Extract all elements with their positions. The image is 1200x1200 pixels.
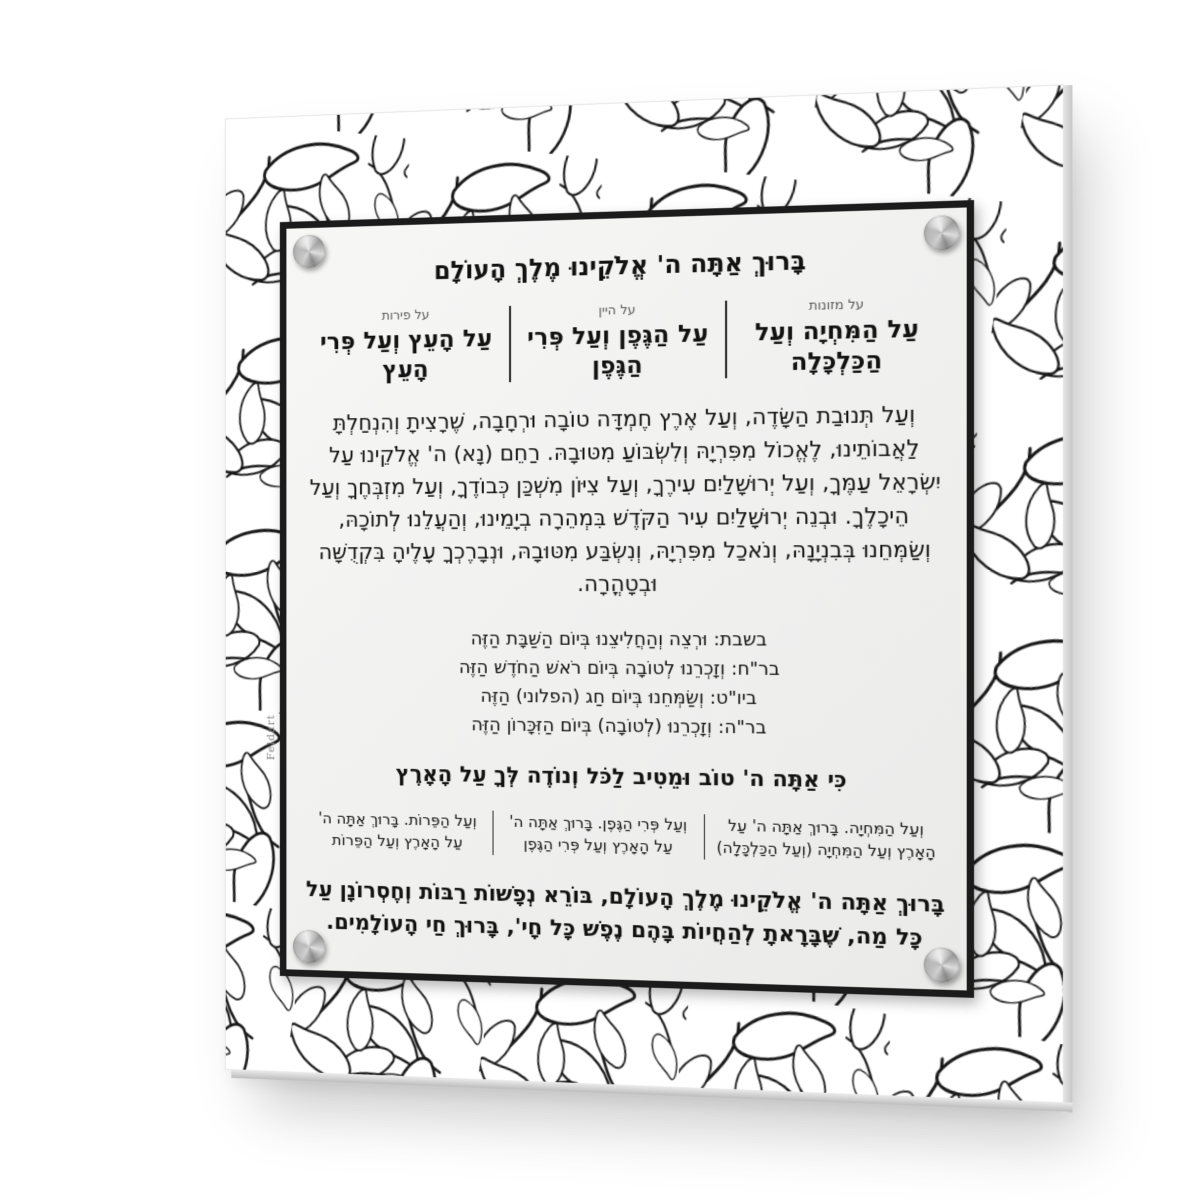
occasion-label: בר"ה: (717, 717, 767, 739)
opening-blessing: בָּרוּךְ אַתָּה ה' אֱלֹקֵינוּ מֶלֶךְ הָעוֹלָם (433, 246, 807, 286)
variant-fruit (303, 306, 511, 386)
acrylic-plaque (225, 84, 1064, 1103)
occasion-text: וּרְצֵה וְהַחֲלִיצֵנוּ בְּיוֹם הַשַּׁבָּת הַזֶּה (470, 628, 708, 650)
closing-mezonot: וְעַל הַמִּחְיָה. בָּרוּךְ אַתָּה ה' עַל הָאָרֶץ וְעַל הַמִּחְיָה (וְעַל הַכַּלְכָּלָה) (716, 816, 936, 862)
occasion-rosh-chodesh (303, 652, 948, 685)
variant-mezonot (727, 296, 948, 379)
variant-label: על פירות (381, 308, 430, 325)
variant-text: עַל הַגֶּפֶן וְעַל פְּרִי הַגֶּפֶן (527, 319, 709, 380)
occasion-text: וְזָכְרֵנוּ לְטוֹבָה בְּיוֹם רֹאשׁ הַחֹדֶשׁ הַזֶּה (458, 656, 726, 680)
closing-blessing: בָּרוּךְ אַתָּה ה' אֱלֹקֵינוּ מֶלֶךְ הָעוֹלָם, בּוֹרֵא נְפָשׁוֹת רַבּוֹת וְחֶסְרוֹנָן עַל כָּל מַה, שֶׁבָּרָאתָ לְהַחֲיוֹת בָּהֶם נֶפֶשׁ כָּל חָי', בָּרוּךְ חַי הָעוֹלָמִים. (305, 877, 945, 952)
occasion-shabbat (303, 624, 948, 655)
plaque-right-edge (1063, 85, 1073, 1113)
variant-text: עַל הַמִּחְיָה וְעַל הַכַּלְכָּלָה (754, 314, 919, 377)
occasion-text: וְשַׂמְּחֵנוּ בְּיוֹם חַג (הפלוני) הַזֶּה (480, 685, 704, 709)
variants-bottom-row (303, 807, 948, 864)
main-paragraph: וְעַל תְּנוּבַת הַשָּׂדֶה, וְעַל אֶרֶץ חֶמְדָּה טוֹבָה וּרְחָבָה, שֶׁרָצִיתָ וְהִנְחַלְתָּ לַאֲבוֹתֵינוּ, לֶאֱכוֹל מִפִּרְיָהּ וְלִשְׂבּוֹעַ מִטּוּבָהּ. רַחֵם (נָא) ה' אֱלֹקֵינוּ עַל יִשְׂרָאֵל עַמֶּךָ, וְעַל יְרוּשָׁלַיִם עִירֶךָ, וְעַל צִיּוֹן מִשְׁכַּן כְּבוֹדֶךָ, וְעַל מִזְבְּחֶךָ וְעַל הֵיכָלֶךָ. וּבְנֵה יְרוּשָׁלַיִם עִיר הַקֹּדֶשׁ בִּמְהֵרָה בְיָמֵינוּ, וְהַעֲלֵנוּ לְתוֹכָהּ, וְשַׂמְּחֵנוּ בְּבִנְיָנָהּ, וְנֹאכַל מִפִּרְיָהּ, וְנִשְׂבַּע מִטּוּבָהּ, וּנְבָרֶכְךָ עָלֶיהָ בִּקְדֻשָּׁה וּבְטָהֳרָה. (309, 402, 941, 598)
occasion-label: ביו"ט: (709, 687, 757, 710)
variants-top-row (303, 296, 948, 387)
occasion-label: בר"ח: (731, 658, 780, 680)
variant-label: על היין (598, 303, 636, 320)
variant-wine (511, 301, 726, 382)
closing-wine: וְעַל פְּרִי הַגֶּפֶן. בָּרוּךְ אַתָּה ה' עַל הָאָרֶץ וְעַל פְּרִי הַגֶּפֶן (493, 810, 705, 859)
occasion-label: בשבת: (713, 628, 768, 651)
occasion-insertions (303, 624, 948, 745)
ki-atah-line: כִּי אַתָּה ה' טוֹב וּמֵטִיב לַכֹּל וְנוֹדֶה לְּךָ עַל הָאָרֶץ (395, 761, 847, 793)
variant-label: על מזונות (808, 297, 865, 315)
occasion-rosh-hashanah (303, 709, 948, 745)
occasion-text: וְזָכְרֵנוּ (לְטוֹבָה) בְּיוֹם הַזִּכָּרוֹן הַזֶּה (471, 714, 713, 739)
variant-text: עַל הָעֵץ וְעַל פְּרִי הָעֵץ (320, 324, 493, 384)
blessing-panel (280, 200, 974, 998)
blessing-text (286, 207, 966, 990)
closing-fruit: וְעַל הַפֵּרוֹת. בָּרוּךְ אַתָּה ה' עַל הָאָרֶץ וְעַל הַפֵּרוֹת (303, 807, 493, 855)
brand-watermark: Feldart (264, 714, 278, 761)
